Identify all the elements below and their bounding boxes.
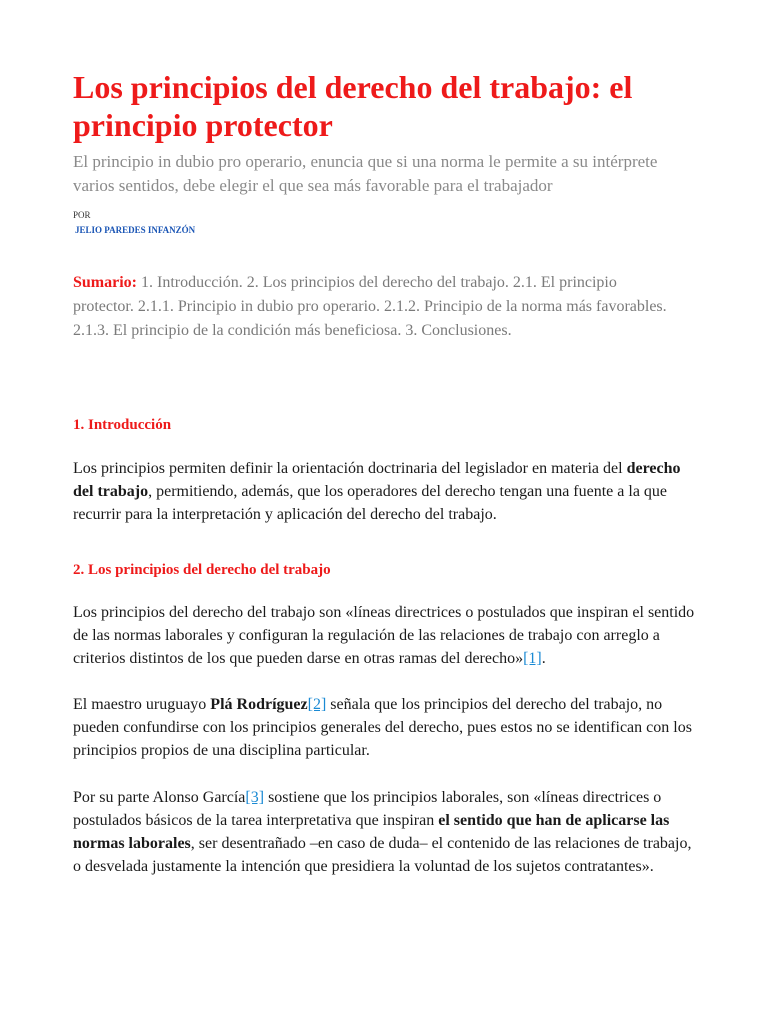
section-heading-principios: 2. Los principios del derecho del trabajo xyxy=(73,562,331,578)
intro-text-1: Los principios permiten definir la orientación doctrinaria del legislador en materia del xyxy=(73,460,627,477)
intro-paragraph xyxy=(73,457,697,526)
article-subtitle: El principio in dubio pro operario, enuncia que si una norma le permite a su intérprete varios sentidos, debe elegir el que sea más favorable para el trabajador xyxy=(73,152,658,195)
p2-bold: Plá Rodríguez xyxy=(210,696,308,713)
section-heading-introduccion: 1. Introducción xyxy=(73,417,172,433)
p3-bold: el sentido que han de aplicarse las normas laborales xyxy=(73,812,670,852)
p1-text-2: . xyxy=(541,650,546,667)
article-title: Los principios del derecho del trabajo: el principio protector xyxy=(73,69,633,143)
footnote-ref-3[interactable]: [3] xyxy=(245,789,265,806)
intro-text-2: , permitiendo, además, que los operadores del derecho tengan una fuente a la que recurrir para la interpretación y aplicación del derecho del trabajo. xyxy=(73,483,668,523)
principios-paragraph-3 xyxy=(73,786,697,878)
footnote-ref-2[interactable]: [2] xyxy=(307,696,327,713)
byline-label: POR xyxy=(73,210,91,220)
p3-text-3: , ser desentrañado –en caso de duda– el contenido de las relaciones de trabajo, o desvelada justamente la intención que presidiera la voluntad de los sujetos contratantes». xyxy=(73,835,692,875)
p2-text-1: El maestro uruguayo xyxy=(73,696,211,713)
p2-text-2: señala que los principios del derecho del trabajo, no pueden confundirse con los principios generales del derecho, pues estos no se identifican con los principios propios de una disciplina particular. xyxy=(73,696,692,759)
author-link[interactable]: JELIO PAREDES INFANZÓN xyxy=(75,225,196,235)
principios-paragraph-1 xyxy=(73,601,697,670)
intro-bold: derecho del trabajo xyxy=(73,460,681,500)
summary-text: 1. Introducción. 2. Los principios del derecho del trabajo. 2.1. El principio protector. 2.1.1. Principio in dubio pro operario. 2.1.2. Principio de la norma más favorables. 2.1.3. El principio de la condición más beneficiosa. 3. Conclusiones. xyxy=(73,274,667,339)
p3-text-1: Por su parte Alonso García xyxy=(73,789,246,806)
summary-label: Sumario: xyxy=(73,274,137,291)
principios-paragraph-2 xyxy=(73,693,697,762)
p3-text-2: sostiene que los principios laborales, son «líneas directrices o postulados básicos de la tarea interpretativa que inspiran xyxy=(73,789,662,829)
footnote-ref-1[interactable]: [1] xyxy=(523,650,542,667)
summary-paragraph xyxy=(73,271,678,343)
p1-text-1: Los principios del derecho del trabajo son «líneas directrices o postulados que inspiran el sentido de las normas laborales y configuran la regulación de las relaciones de trabajo con arreglo a criterios distintos de los que pueden darse en otras ramas del derecho» xyxy=(73,604,695,667)
